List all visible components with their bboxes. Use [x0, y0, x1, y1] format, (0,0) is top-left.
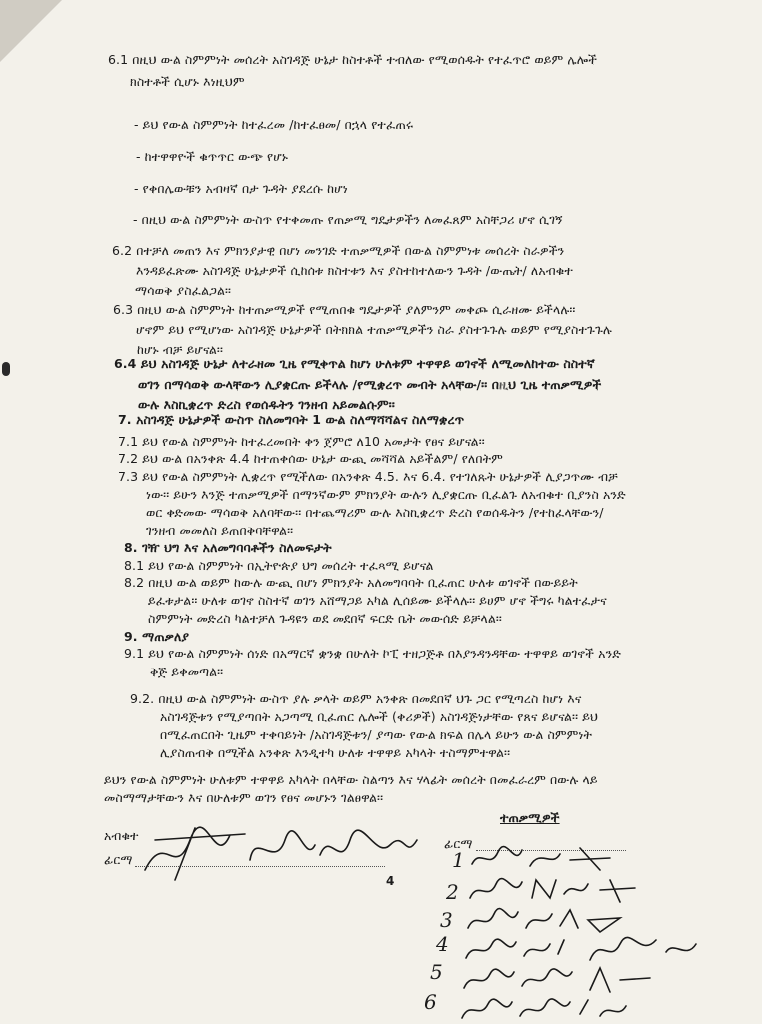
clause-6-1-bullet-4: - በዚህ ውል ስምምነት ውስጥ የተቀመጡ የጠቃሚ ግዴታዎችን ለመፈጸም አስቸጋሪ ሆኖ ሲገኝ: [133, 212, 563, 227]
beneficiary-number-4: 4: [436, 932, 449, 956]
binder-hole: [2, 362, 10, 376]
closing-line-1: ይህን የውል ስምምነት ሁለቱም ተዋዋይ አካላት በላቸው ስልጣን እና ሃላፊት መሰረት በመፈራረም በውሉ ላይ: [104, 772, 598, 787]
clause-6-4-line-2: ወገን በማሳወቅ ውላቸውን ሊያቋርጡ ይችላሉ /የሚቋረጥ መብት አላቸው/፡፡ በዚህ ጊዜ ተጠቃሚዎች: [138, 377, 602, 392]
clause-7-3-line-3: ወር ቀድመው ማሳወቅ አለባቸው፡፡ በተጨማሪም ውሉ እስኪቋረጥ ድረስ የወሰዱትን /የተከፈላቸውን/: [146, 505, 604, 520]
clause-9-1-line-1: 9.1 ይህ የውል ስምምነት ሰነድ በአማርኛ ቋንቋ በሁለት ኮፒ ተዘጋጅቶ በእያንዳንዳቸው ተዋዋይ ወገኖች አንድ: [124, 646, 621, 661]
clause-9-2-line-3: በሚፈጠርበት ጊዜም ተቀባይነት /አስገዳጅቱን/ ያጣው የውል ክፍል በሌላ ይሁን ውል ስምምነት: [160, 727, 593, 742]
section-8-heading: 8. ገዥ ህግ እና አለመግባባቶችን ስለመፍታት: [124, 540, 332, 555]
beneficiaries-heading: ተጠቃሚዎች: [500, 810, 560, 825]
clause-7-2: 7.2 ይህ ውል በአንቀጽ 4.4 ከተጠቀሰው ሁኔታ ውጪ መሻሻል አይችልም/ የለበትም: [118, 451, 503, 466]
clause-7-1: 7.1 ይህ የውል ስምምነት ከተፈረመበት ቀን ጀምሮ ለ10 አመታት የፀና ይሆናል፡፡: [118, 434, 485, 449]
section-7-heading: 7. አስገዳጅ ሁኔታዎች ውስጥ ስለመግባት 1 ውል ስለማሻሻልና ስለማቋረጥ: [118, 412, 465, 427]
clause-8-1: 8.1 ይህ የውል ስምምነት በኢትዮጵያ ህግ መሰረት ተፈጻሚ ይሆናል: [124, 558, 434, 573]
beneficiaries-signature-line: [476, 850, 626, 851]
clause-6-2-line-1: 6.2 በተቻለ መጠን እና ምክንያታዊ በሆነ መንገድ ተጠቃሚዎች በውል ስምምነቱ መሰረት ስራዎችን: [112, 243, 565, 258]
beneficiary-number-5: 5: [430, 960, 443, 984]
clause-6-3-line-2: ሆኖም ይህ የሚሆነው አስገዳጅ ሁኔታዎች በትክክል ተጠቃሚዎችን ስራ ያስተጉጉሉ ወይም የሚያስተጉጉሉ: [136, 322, 612, 337]
clause-9-1-line-2: ቅጅ ይቀመጣል፡፡: [150, 664, 224, 679]
folded-corner: [0, 0, 62, 62]
clause-6-1-bullet-2: - ከተዋዋዮች ቁጥጥር ውጭ የሆኑ: [136, 149, 288, 164]
beneficiaries-firma-label: ፊርማ: [444, 836, 473, 851]
page-number: 4: [386, 874, 395, 888]
clause-7-3-line-2: ነው፡፡ ይሁን እንጅ ተጠቃሚዎች በማንኛውም ምክንያት ውሉን ሊያቋርጡ ቢፈልጉ ለአብቁተ ቢያንስ አንድ: [146, 487, 626, 502]
clause-6-2-line-2: እንዳይፈጽሙ አስገዳጅ ሁኔታዎች ሲከሰቱ ክስተቱን እና ያስተከተለውን ጉዳት /ውጤት/ ለአብቁተ: [136, 263, 573, 278]
clause-6-3-line-1: 6.3 በዚህ ውል ስምምነት ከተጠቃሚዎች የሚጠበቁ ግዴታዎች ያለምንም መቀጮ ሲራዘሙ ይችላሉ፡፡: [113, 302, 576, 317]
abkute-label: አብቁተ: [104, 828, 139, 843]
clause-8-2-line-1: 8.2 በዚህ ውል ወይም ከውሉ ውጪ በሆነ ምክንያት አለመግባባት ቢፈጠር ሁለቱ ወገኖች በውይይት: [124, 575, 578, 590]
beneficiary-number-2: 2: [446, 880, 459, 904]
beneficiary-number-6: 6: [424, 990, 437, 1014]
clause-6-2-line-3: ማሳወቅ ያስፈልጋል፡፡: [135, 283, 232, 298]
clause-6-1-bullet-1: - ይህ የውል ስምምነት ከተፈረመ /ከተፈፀመ/ በኋላ የተፈጠሩ: [134, 117, 414, 132]
clause-6-4-line-1: 6.4 ይህ አስገዳጅ ሁኔታ ለተራዘመ ጊዜ የሚቀጥል ከሆነ ሁለቱም ተዋዋይ ወገኖች ለሚመለከተው ስስተኛ: [114, 356, 595, 371]
clause-6-4-line-3: ውሉ እስኪቋረጥ ድረስ የወሰዱትን ገንዘብ አይመልሱም፡፡: [138, 397, 395, 412]
clause-7-3-line-1: 7.3 ይህ የውል ስምምነት ሊቋረጥ የሚችለው በአንቀጽ 4.5. እና 6.4. የተገለጹት ሁኔታዎች ሊያጋጥሙ ብቻ: [118, 469, 618, 484]
clause-6-1-line-2: ክስተቶች ሲሆኑ እነዚህም: [130, 74, 245, 89]
section-9-heading: 9. ማጠቃለያ: [124, 629, 190, 644]
clause-9-2-line-1: 9.2. በዚህ ውል ስምምነት ውስጥ ያሉ ቃላት ወይም አንቀጽ በመደበኛ ህጉ ጋር የሚጣረስ ከሆነ እና: [130, 691, 582, 706]
beneficiary-handwritten-signatures: [460, 840, 760, 1024]
beneficiary-number-1: 1: [452, 848, 465, 872]
clause-9-2-line-4: ሊያስጠብቅ በሚችል አንቀጽ እንዲተካ ሁለቱ ተዋዋይ አካላት ተስማምተዋል፡፡: [160, 745, 511, 760]
abkute-firma-label: ፊርማ: [104, 852, 133, 867]
clause-9-2-line-2: አስገዳጅቱን የሚያጣበት አጋጣሚ ቢፈጠር ሌሎች (ቀሪዎች) አስገዳጅነታቸው የጸና ይሆናል፡፡ ይህ: [160, 709, 598, 724]
clause-6-1-line-1: 6.1 በዚህ ውል ስምምነት መሰረት አስገዳጅ ሁኔታ ከስተቶች ተብለው የሚወሰዱት የተፈጥሮ ወይም ሌሎች: [108, 52, 598, 67]
clause-8-2-line-2: ይፈቱታል፡፡ ሁለቱ ወገኖ ስስተኛ ወገን አሸማጋይ አካል ሊሰይሙ ይችላሉ፡፡ ይሀም ሆኖ ችግሩ ካልተፈታና: [148, 593, 607, 608]
abkute-signature-line: [135, 866, 385, 867]
clause-7-3-line-4: ገንዘብ መመለስ ይጠበቅባቸዋል፡፡: [146, 523, 294, 538]
clause-6-1-bullet-3: - የቀበሌውቹን አብዛኛ በታ ጉዳት ያደረሱ ከሆነ: [134, 181, 348, 196]
abkute-signature: [135, 810, 425, 890]
beneficiary-number-3: 3: [440, 908, 453, 932]
clause-6-3-line-3: ከሆኑ ብቻ ይሆናል፡፡: [137, 342, 224, 357]
closing-line-2: መስማማታቸውን እና በሁለቱም ወገን የፀና መሆኑን ገልፀዋል፡፡: [104, 790, 384, 805]
clause-8-2-line-3: ስምምነት መድረስ ካልተቻለ ጉዳዩን ወደ መደበኛ ፍርድ ቤት መውሰድ ይቻላል፡፡: [148, 611, 502, 626]
